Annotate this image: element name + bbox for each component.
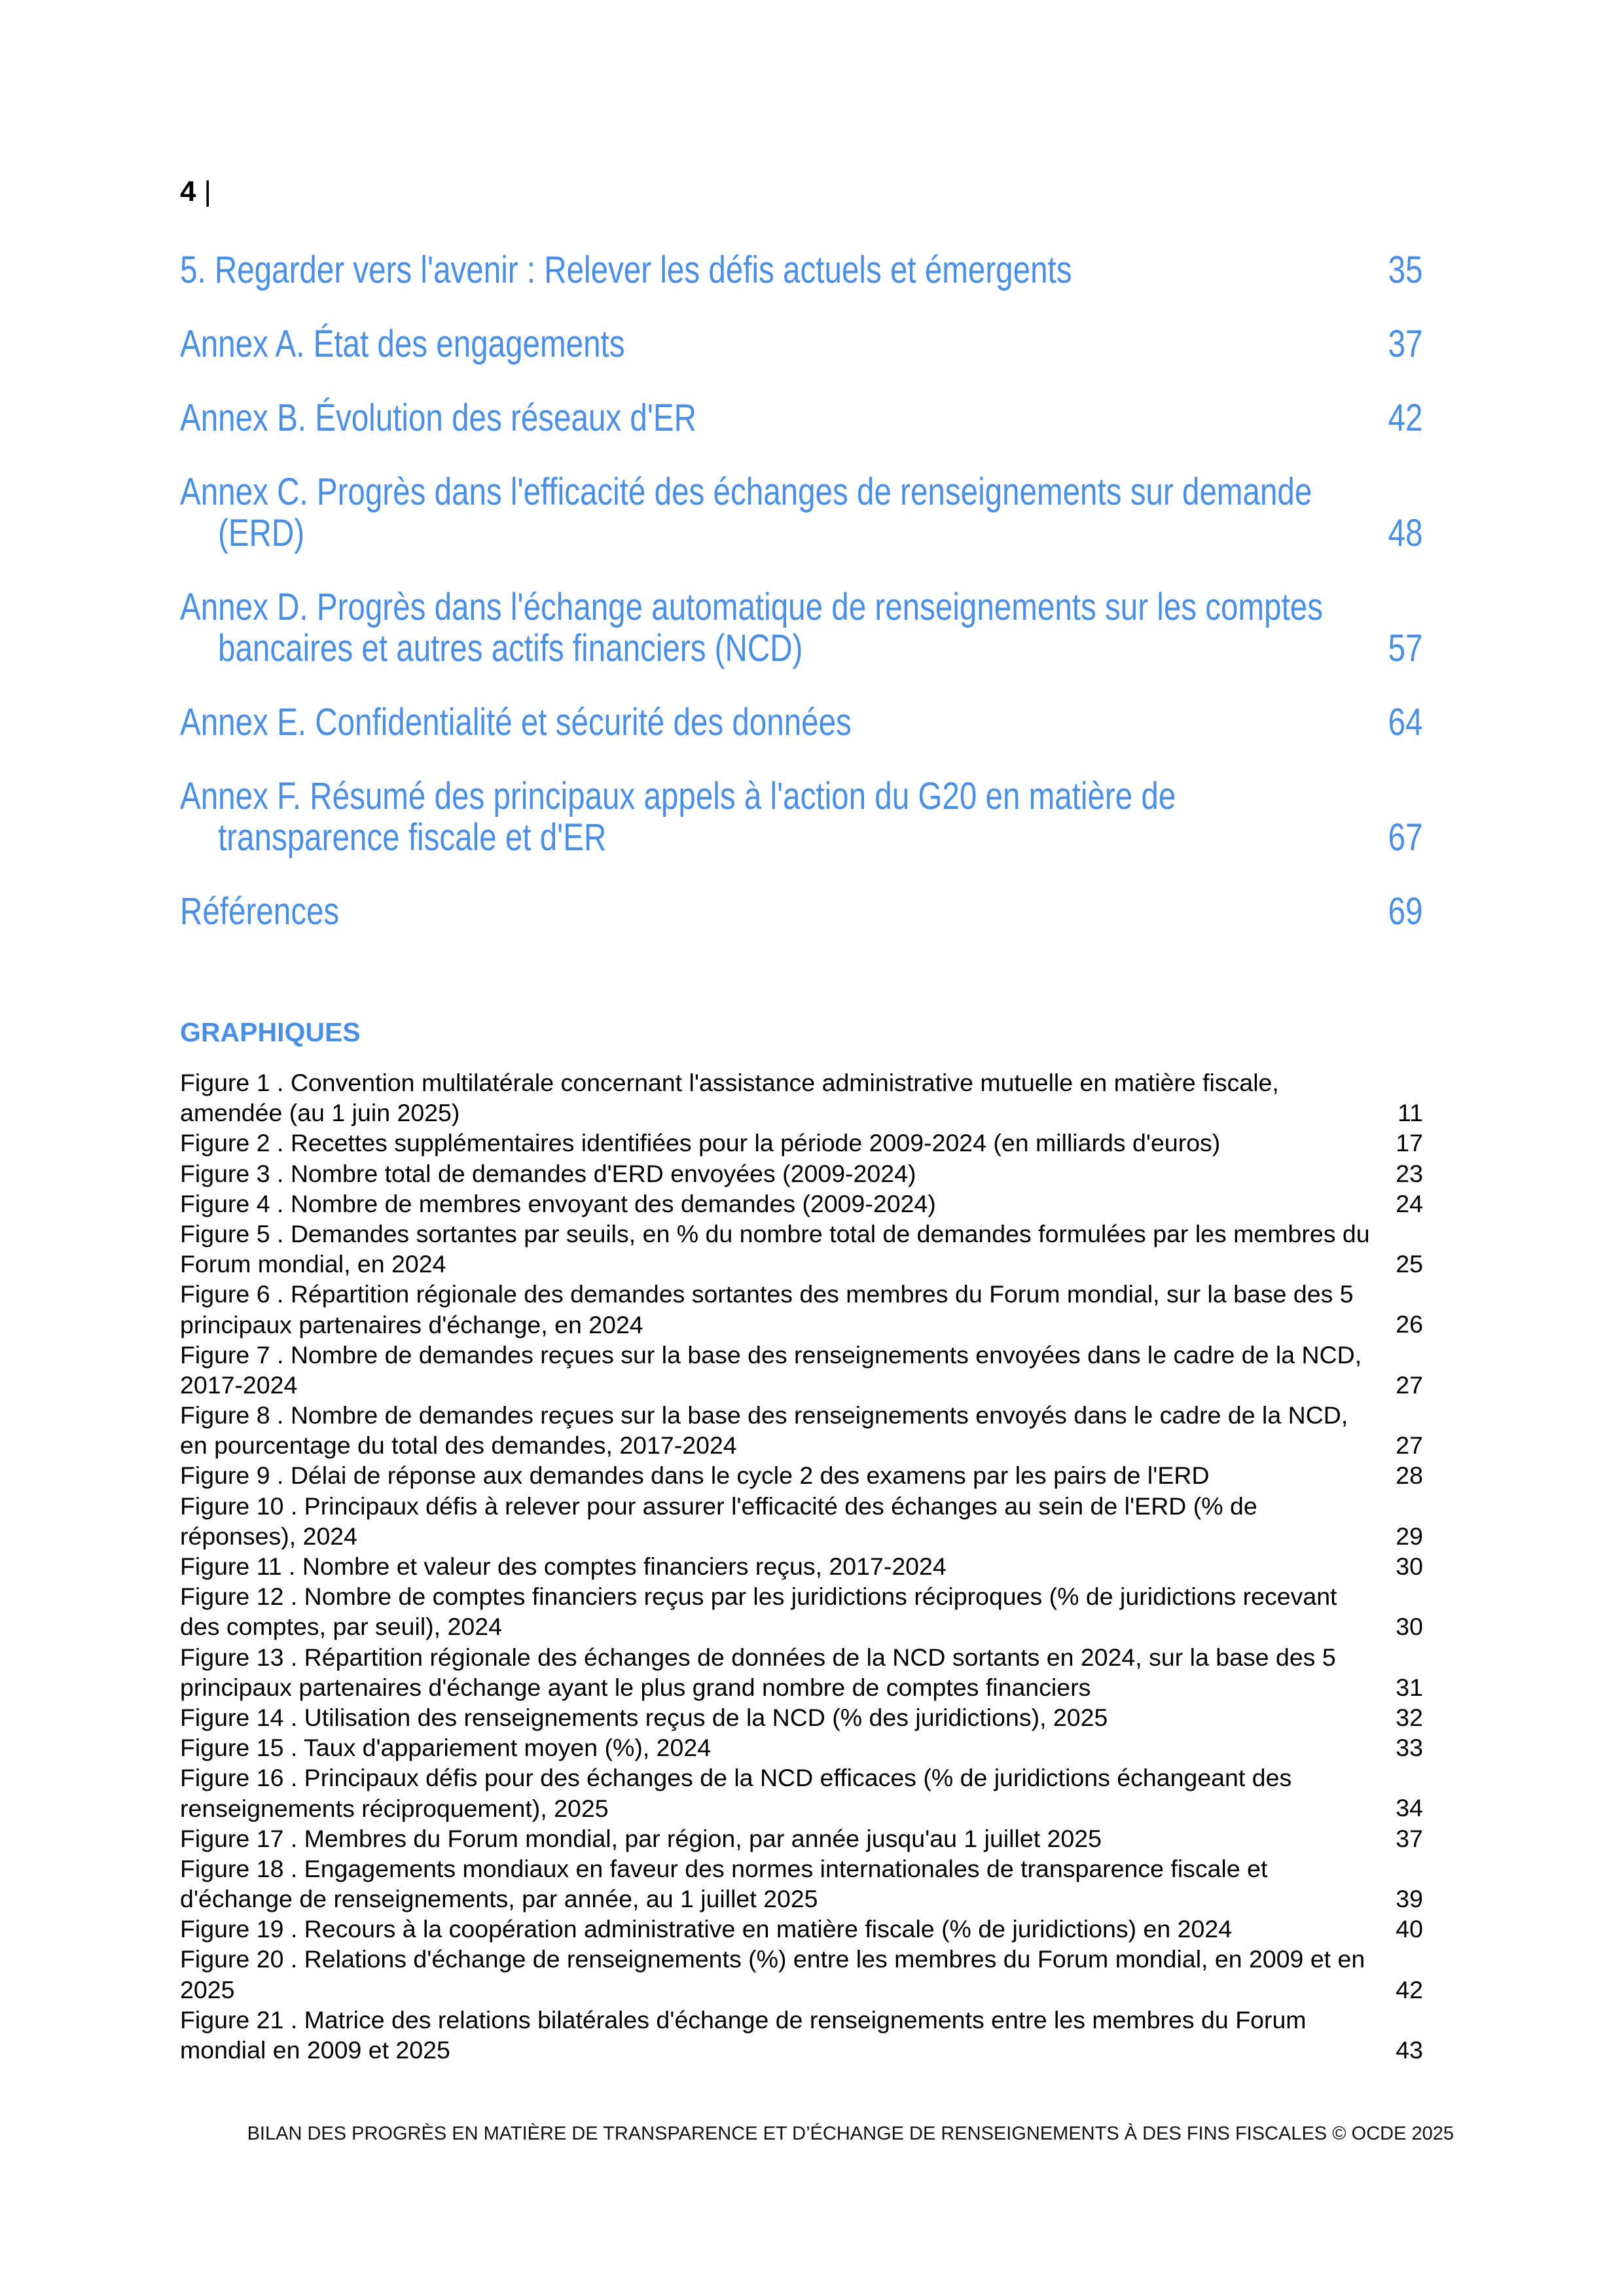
figure-page-number: 32 [1396, 1703, 1423, 1731]
figure-title-line: 2017-2024 [180, 1371, 298, 1399]
toc-entry[interactable] [180, 702, 1423, 743]
figure-list-item[interactable] [180, 1854, 1423, 1914]
figure-page-number: 33 [1396, 1734, 1423, 1762]
figure-list-item[interactable] [180, 1400, 1423, 1460]
figure-title-line: réponses), 2024 [180, 1522, 358, 1550]
toc-entry[interactable] [180, 249, 1423, 291]
figure-page-number: 24 [1396, 1189, 1423, 1217]
figure-title-line: Figure 6 . Répartition régionale des demandes sortantes des membres du Forum mondial, sur la base des 5 [180, 1280, 1354, 1308]
figure-list-item[interactable] [180, 2005, 1423, 2065]
figure-page-number: 26 [1396, 1310, 1423, 1338]
figure-title-line: Figure 3 . Nombre total de demandes d'ERD envoyées (2009-2024) [180, 1159, 916, 1187]
toc-entry-page-number: 69 [1388, 890, 1423, 933]
figure-page-number: 23 [1396, 1159, 1423, 1187]
figure-title-line: en pourcentage du total des demandes, 2017-2024 [180, 1431, 737, 1460]
toc-entry-title: Références [180, 890, 340, 933]
figure-title-line: Figure 17 . Membres du Forum mondial, par région, par année jusqu'au 1 juillet 2025 [180, 1824, 1102, 1852]
toc-entry-title: Annex C. Progrès dans l'efficacité des échanges de renseignements sur demande [180, 471, 1312, 513]
figure-title-line: Figure 12 . Nombre de comptes financiers reçus par les juridictions réciproques (% de juridictions recevant [180, 1583, 1337, 1611]
figure-list-item[interactable] [180, 1189, 1423, 1219]
figure-list-item[interactable] [180, 1460, 1423, 1490]
figure-page-number: 34 [1396, 1794, 1423, 1822]
figure-title-line: Figure 10 . Principaux défis à relever pour assurer l'efficacité des échanges au sein de l'ERD (% de [180, 1492, 1257, 1520]
figure-page-number: 11 [1398, 1099, 1423, 1127]
figure-list-item[interactable] [180, 1914, 1423, 1944]
figure-page-number: 39 [1396, 1885, 1423, 1913]
toc-entry-title: Annex D. Progrès dans l'échange automatique de renseignements sur les comptes [180, 586, 1324, 628]
toc-entry[interactable] [180, 323, 1423, 365]
figure-page-number: 42 [1396, 1975, 1423, 2003]
figure-list-item[interactable] [180, 1279, 1423, 1339]
figure-page-number: 31 [1396, 1673, 1423, 1701]
figure-page-number: 29 [1396, 1522, 1423, 1550]
figure-list-item[interactable] [180, 1551, 1423, 1581]
figure-page-number: 27 [1396, 1371, 1423, 1399]
figure-title-line: Figure 4 . Nombre de membres envoyant des demandes (2009-2024) [180, 1189, 936, 1217]
figure-list-item[interactable] [180, 1581, 1423, 1641]
figure-title-line: Figure 13 . Répartition régionale des échanges de données de la NCD sortants en 2024, sur la base des 5 [180, 1643, 1336, 1671]
figure-title-line: renseignements réciproquement), 2025 [180, 1794, 609, 1822]
figure-list-item[interactable] [180, 1067, 1423, 1128]
table-of-contents [180, 249, 1423, 965]
figure-title-line: Figure 21 . Matrice des relations bilatérales d'échange de renseignements entre les membres du Forum [180, 2005, 1307, 2034]
figures-heading: GRAPHIQUES [180, 1017, 361, 1047]
running-header [180, 174, 211, 209]
toc-entry-page-number: 67 [1388, 816, 1423, 859]
toc-entry-title-continuation: (ERD) [218, 512, 305, 554]
toc-entry-page-number: 42 [1388, 397, 1423, 439]
figure-page-number: 17 [1396, 1129, 1423, 1157]
figure-title-line: Figure 16 . Principaux défis pour des échanges de la NCD efficaces (% de juridictions échangeant des [180, 1764, 1292, 1792]
toc-entry-page-number: 64 [1388, 701, 1423, 744]
toc-entry-page-number: 37 [1388, 323, 1423, 365]
figure-page-number: 30 [1396, 1613, 1423, 1641]
figure-list-item[interactable] [180, 1219, 1423, 1279]
figure-title-line: 2025 [180, 1975, 235, 2003]
figure-list-item[interactable] [180, 1763, 1423, 1823]
figure-title-line: Figure 5 . Demandes sortantes par seuils, en % du nombre total de demandes formulées par les membres du [180, 1219, 1370, 1247]
toc-entry-title-continuation: transparence fiscale et d'ER [218, 816, 607, 859]
toc-entry[interactable] [180, 397, 1423, 439]
figure-title-line: amendée (au 1 juin 2025) [180, 1099, 460, 1127]
toc-entry-title: Annex F. Résumé des principaux appels à l'action du G20 en matière de [180, 775, 1176, 817]
toc-entry-title: Annex E. Confidentialité et sécurité des données [180, 701, 852, 744]
figure-title-line: Figure 14 . Utilisation des renseignements reçus de la NCD (% des juridictions), 2025 [180, 1703, 1108, 1731]
figure-title-line: des comptes, par seuil), 2024 [180, 1613, 502, 1641]
toc-entry[interactable] [180, 776, 1423, 858]
figure-page-number: 37 [1396, 1824, 1423, 1852]
toc-entry-page-number: 57 [1388, 627, 1423, 670]
toc-entry[interactable] [180, 471, 1423, 554]
figure-page-number: 40 [1396, 1915, 1423, 1943]
figure-list-item[interactable] [180, 1732, 1423, 1763]
figure-title-line: Forum mondial, en 2024 [180, 1250, 446, 1278]
figure-title-line: Figure 18 . Engagements mondiaux en faveur des normes internationales de transparence fiscale et [180, 1854, 1268, 1882]
figure-title-line: principaux partenaires d'échange, en 2024 [180, 1310, 643, 1338]
figure-list [180, 1067, 1423, 2065]
figure-list-item[interactable] [180, 1491, 1423, 1551]
figure-title-line: Figure 19 . Recours à la coopération administrative en matière fiscale (% de juridictions) en 2024 [180, 1915, 1233, 1943]
figure-list-item[interactable] [180, 1702, 1423, 1732]
figure-title-line: Figure 2 . Recettes supplémentaires identifiées pour la période 2009-2024 (en milliards d'euros) [180, 1129, 1221, 1157]
figure-page-number: 25 [1396, 1250, 1423, 1278]
figure-title-line: Figure 11 . Nombre et valeur des comptes financiers reçus, 2017-2024 [180, 1552, 947, 1580]
figure-list-item[interactable] [180, 1340, 1423, 1400]
toc-entry-title-continuation: bancaires et autres actifs financiers (NCD) [218, 627, 803, 670]
figure-title-line: Figure 7 . Nombre de demandes reçues sur la base des renseignements envoyées dans le cadre de la NCD, [180, 1340, 1362, 1369]
figure-title-line: mondial en 2009 et 2025 [180, 2036, 450, 2064]
toc-entry-title: 5. Regarder vers l'avenir : Relever les défis actuels et émergents [180, 249, 1072, 291]
figure-list-item[interactable] [180, 1823, 1423, 1854]
figure-page-number: 30 [1396, 1552, 1423, 1580]
figure-title-line: Figure 15 . Taux d'appariement moyen (%), 2024 [180, 1734, 712, 1762]
figure-list-item[interactable] [180, 1642, 1423, 1702]
figure-list-item[interactable] [180, 1158, 1423, 1189]
header-separator: | [204, 175, 211, 207]
figure-title-line: Figure 9 . Délai de réponse aux demandes dans le cycle 2 des examens par les pairs de l'ERD [180, 1462, 1210, 1490]
figure-list-item[interactable] [180, 1128, 1423, 1158]
toc-entry[interactable] [180, 891, 1423, 932]
figure-title-line: principaux partenaires d'échange ayant le plus grand nombre de comptes financiers [180, 1673, 1091, 1701]
figure-title-line: Figure 20 . Relations d'échange de renseignements (%) entre les membres du Forum mondial, en 2009 et en [180, 1945, 1365, 1973]
figure-page-number: 27 [1396, 1431, 1423, 1460]
toc-entry-title: Annex B. Évolution des réseaux d'ER [180, 397, 696, 439]
toc-entry-title: Annex A. État des engagements [180, 323, 625, 365]
toc-entry-page-number: 35 [1388, 249, 1423, 291]
figure-list-item[interactable] [180, 1944, 1423, 2004]
page-number: 4 [180, 175, 196, 207]
figure-title-line: Figure 1 . Convention multilatérale concernant l'assistance administrative mutuelle en matière fiscale, [180, 1069, 1279, 1096]
figure-title-line: Figure 8 . Nombre de demandes reçues sur la base des renseignements envoyés dans le cadre de la NCD, [180, 1401, 1348, 1429]
figure-page-number: 43 [1396, 2036, 1423, 2064]
figure-title-line: d'échange de renseignements, par année, au 1 juillet 2025 [180, 1885, 818, 1913]
toc-entry-page-number: 48 [1388, 512, 1423, 554]
figure-page-number: 28 [1396, 1462, 1423, 1490]
page-footer: BILAN DES PROGRÈS EN MATIÈRE DE TRANSPARENCE ET D’ÉCHANGE DE RENSEIGNEMENTS À DES FINS FISCALES © OCDE 2025 [247, 2123, 1454, 2144]
toc-entry[interactable] [180, 586, 1423, 669]
